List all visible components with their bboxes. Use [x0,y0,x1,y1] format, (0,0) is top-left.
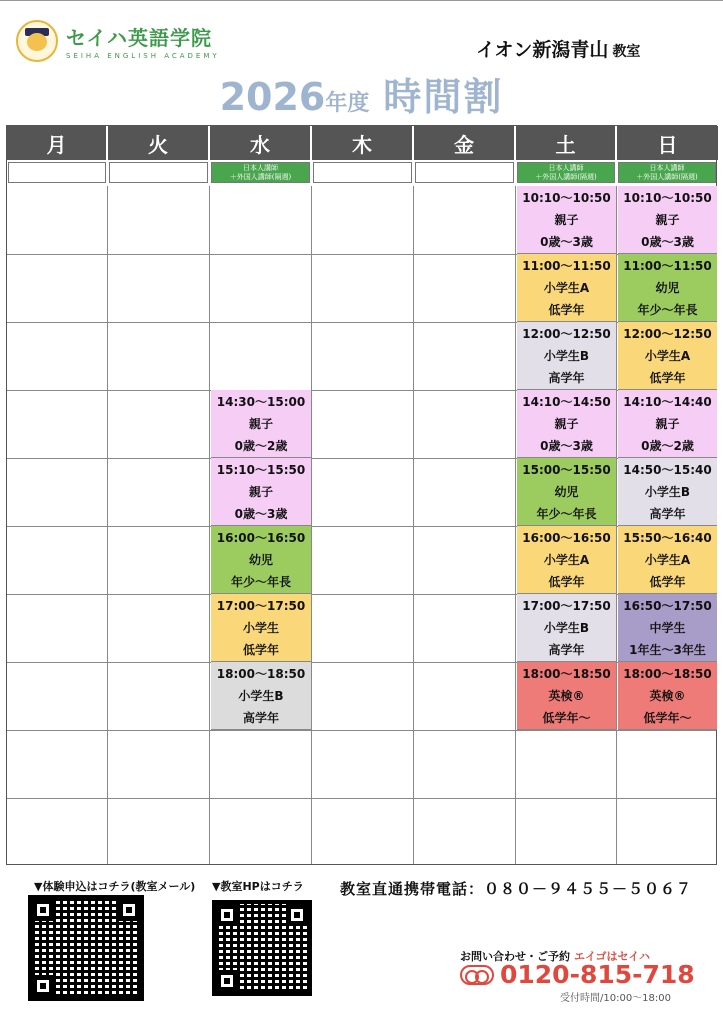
lesson-name: 親子 [248,485,273,499]
trial-qr-label: ▼体験申込はコチラ(教室メール) [34,880,196,893]
lesson-time: 17:00～17:50 [216,599,306,613]
lesson-target: 低学年 [548,575,585,589]
lesson-target: 低学年～ [542,711,591,725]
lesson-name: 小学生B [238,689,284,703]
hp-qr-code[interactable] [212,900,312,996]
lesson-cell[interactable] [211,526,311,594]
lesson-target: 0歳～3歳 [234,507,288,521]
teacher-tag-sun [618,162,716,183]
lesson-name: 小学生B [543,621,590,635]
lesson-time: 14:10～14:40 [623,395,712,409]
lesson-name: 幼児 [248,553,273,567]
lesson-name: 親子 [554,417,579,431]
lesson-time: 10:10～10:50 [522,191,611,205]
lesson-name: 親子 [248,417,273,431]
lesson-target: 0歳～2歳 [234,439,288,453]
teacher-tag-line2: ＋外国人講師(隔週) [229,173,292,181]
lesson-cell[interactable] [618,526,717,594]
lesson-cell[interactable] [618,594,717,662]
lesson-time: 17:00～17:50 [522,599,611,613]
lesson-name: 小学生A [644,349,691,363]
lesson-cell[interactable] [517,526,616,594]
reception-hours: 受付時間/10:00～18:00 [560,993,672,1004]
logo-mascot-icon [16,20,58,62]
lesson-name: 小学生A [543,553,590,567]
teacher-tag-mon [8,162,106,183]
lesson-time: 18:00～18:50 [522,667,611,681]
teacher-tag-sat [517,162,615,183]
lesson-time: 15:10～15:50 [216,463,306,477]
lesson-time: 14:30～15:00 [216,395,306,409]
lesson-time: 11:00～11:50 [522,259,611,273]
teacher-tag-wed [211,162,310,183]
lesson-name: 親子 [655,417,680,431]
teacher-tag-line2: ＋外国人講師(隔週) [636,173,698,181]
lesson-cell[interactable] [517,594,616,662]
lesson-cell[interactable] [618,390,717,458]
row-divider [7,798,716,799]
day-header-thu: 木 [312,126,414,160]
lesson-time: 15:50～16:40 [623,531,712,545]
lesson-time: 16:50～17:50 [623,599,712,613]
title-nendo: 年度 [325,91,370,116]
lesson-name: 中学生 [649,621,686,635]
lesson-target: 1年生～3年生 [629,643,706,657]
day-header-fri: 金 [414,126,516,160]
lesson-target: 高学年 [649,507,686,521]
lesson-time: 18:00～18:50 [623,667,712,681]
lesson-cell[interactable] [211,594,311,662]
lesson-cell[interactable] [618,322,717,390]
lesson-name: 小学生A [644,553,691,567]
contact-brand: エイゴはセイハ [574,950,651,963]
day-header-mon: 月 [7,126,108,160]
teacher-tag-fri [415,162,514,183]
day-column-mon [7,186,108,864]
classroom-location: イオン新潟青山 [476,39,609,61]
teacher-tag-thu [313,162,412,183]
day-header-sun: 日 [617,126,718,160]
lesson-name: 小学生B [543,349,590,363]
lesson-cell[interactable] [211,390,311,458]
logo-name: セイハ英語学院 [66,26,212,50]
lesson-time: 12:00～12:50 [522,327,611,341]
lesson-time: 11:00～11:50 [623,259,712,273]
freedial-icon [460,965,494,985]
lesson-cell[interactable] [618,186,717,254]
lesson-target: 0歳～3歳 [540,235,593,249]
lesson-cell[interactable] [517,662,616,730]
lesson-target: 年少～年長 [637,303,698,317]
lesson-target: 0歳～3歳 [641,235,694,249]
title-main: 時間割 [383,75,504,119]
freedial-number: 0120-815-718 [500,960,695,989]
lesson-cell[interactable] [211,662,311,730]
day-header-sat: 土 [516,126,617,160]
trial-qr-code[interactable] [28,895,144,1001]
lesson-time: 15:00～15:50 [522,463,611,477]
lesson-target: 低学年～ [643,711,692,725]
lesson-name: 小学生A [543,281,590,295]
lesson-name: 親子 [554,213,579,227]
lesson-target: 年少～年長 [230,575,291,589]
lesson-name: 親子 [655,213,680,227]
lesson-target: 0歳～2歳 [641,439,694,453]
lesson-name: 小学生B [644,485,691,499]
title-year: 2026 [219,75,326,119]
lesson-target: 低学年 [548,303,585,317]
lesson-time: 12:00～12:50 [623,327,712,341]
page-title [0,66,723,121]
lesson-name: 幼児 [554,485,579,499]
day-column-fri [414,186,516,864]
lesson-time: 16:00～16:50 [216,531,306,545]
lesson-name: 小学生 [242,621,279,635]
lesson-target: 低学年 [649,371,686,385]
lesson-cell[interactable] [517,254,616,322]
day-column-tue [108,186,210,864]
lesson-time: 14:10～14:50 [522,395,611,409]
lesson-time: 16:00～16:50 [522,531,611,545]
direct-phone[interactable]: 教室直通携帯電話：０８０－９４５５－５０６７ [340,880,693,898]
lesson-cell[interactable] [517,322,616,390]
lesson-cell[interactable] [211,458,311,526]
teacher-tag-tue [109,162,208,183]
teacher-tag-line1: 日本人講師 [649,164,685,172]
lesson-cell[interactable] [517,458,616,526]
logo-subtitle: SEIHA ENGLISH ACADEMY [66,52,220,60]
lesson-target: 年少～年長 [536,507,597,521]
lesson-time: 18:00～18:50 [216,667,306,681]
lesson-target: 0歳～3歳 [540,439,593,453]
lesson-name: 幼児 [655,281,680,295]
freedial[interactable] [460,960,695,989]
teacher-tag-line1: 日本人講師 [548,164,584,172]
lesson-target: 低学年 [649,575,686,589]
lesson-name: 英検® [649,689,686,703]
lesson-name: 英検® [548,689,585,703]
row-divider [7,730,716,731]
timetable [6,125,717,865]
lesson-cell[interactable] [618,254,717,322]
lesson-cell[interactable] [618,458,717,526]
teacher-tag-line1: 日本人講師 [243,164,278,172]
teacher-tag-line2: ＋外国人講師(隔週) [535,173,597,181]
lesson-target: 高学年 [548,643,585,657]
lesson-cell[interactable] [517,390,616,458]
day-header-wed: 水 [210,126,312,160]
contact-text: お問い合わせ・ご予約 [460,950,570,963]
classroom-name [476,35,640,62]
day-header-tue: 火 [108,126,210,160]
lesson-cell[interactable] [517,186,616,254]
lesson-time: 14:50～15:40 [623,463,712,477]
day-column-thu [312,186,414,864]
lesson-target: 低学年 [242,643,279,657]
seiha-logo[interactable] [16,20,220,62]
classroom-suffix: 教室 [612,44,641,60]
lesson-time: 10:10～10:50 [623,191,712,205]
lesson-target: 高学年 [548,371,585,385]
hp-qr-label: ▼教室HPはコチラ [212,880,304,893]
lesson-cell[interactable] [618,662,717,730]
lesson-target: 高学年 [242,711,279,725]
